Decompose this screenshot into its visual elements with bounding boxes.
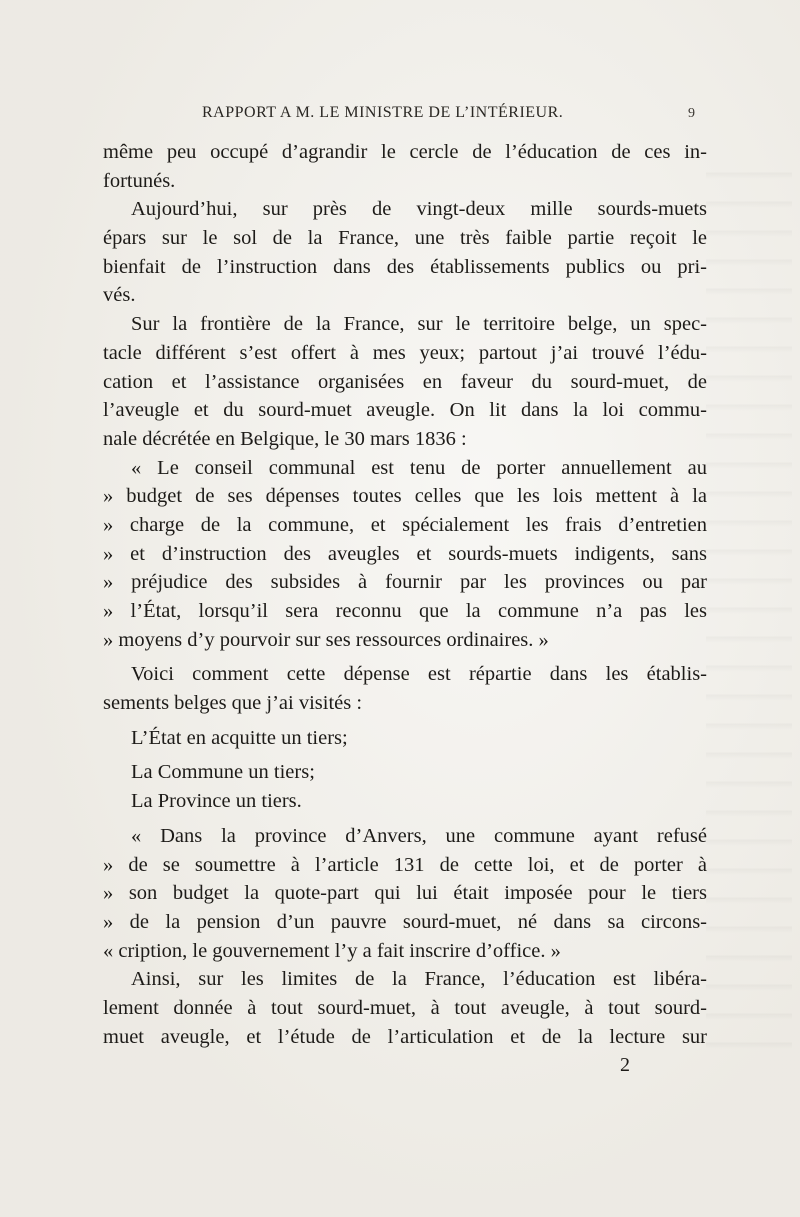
text-line: sements belges que j’ai visités : [103, 692, 363, 715]
text-line: muet aveugle, et l’étude de l’articulation et de la lecture sur [103, 1025, 707, 1048]
text-line: » charge de la commune, et spécialement les frais d’entretien [103, 513, 707, 536]
text-line: épars sur le sol de la France, une très faible partie reçoit le [103, 227, 707, 250]
text-line: Ainsi, sur les limites de la France, l’éducation est libéra- [131, 968, 707, 991]
text-line: » budget de ses dépenses toutes celles que les lois mettent à la [103, 485, 707, 508]
text-line: » moyens d’y pourvoir sur ses ressources ordinaires. » [103, 628, 549, 651]
page-header [110, 104, 695, 132]
running-head: RAPPORT A M. LE MINISTRE DE L’INTÉRIEUR. [202, 104, 564, 121]
text-line: » et d’instruction des aveugles et sourds-muets indigents, sans [103, 542, 707, 565]
text-line: tacle différent s’est offert à mes yeux; partout j’ai trouvé l’édu- [103, 341, 707, 364]
body-text [103, 138, 707, 1051]
bleed-through-shadow [706, 150, 792, 1050]
text-line: cation et l’assistance organisées en faveur du sourd-muet, de [103, 370, 707, 393]
text-line: l’aveugle et du sourd-muet aveugle. On lit dans la loi commu- [103, 399, 707, 422]
signature-mark: 2 [620, 1054, 630, 1076]
text-line: « Le conseil communal est tenu de porter annuellement au [131, 456, 707, 479]
text-line: La Commune un tiers; [131, 761, 315, 784]
text-line: La Province un tiers. [131, 790, 302, 813]
text-line: Sur la frontière de la France, sur le territoire belge, un spec- [131, 313, 707, 336]
text-line: » de se soumettre à l’article 131 de cette loi, et de porter à [103, 853, 707, 876]
text-line: lement donnée à tout sourd-muet, à tout aveugle, à tout sourd- [103, 996, 707, 1019]
text-line: Voici comment cette dépense est répartie dans les établis- [131, 663, 707, 686]
text-line: « Dans la province d’Anvers, une commune ayant refusé [131, 824, 707, 847]
text-line: » préjudice des subsides à fournir par les provinces ou par [103, 571, 707, 594]
text-line: vés. [103, 284, 136, 307]
page-number: 9 [688, 106, 695, 121]
text-line: » son budget la quote-part qui lui était imposée pour le tiers [103, 882, 707, 905]
text-line: même peu occupé d’agrandir le cercle de l’éducation de ces in- [103, 141, 707, 163]
text-line: bienfait de l’instruction dans des établissements publics ou pri- [103, 255, 707, 278]
text-line: L’État en acquitte un tiers; [131, 726, 348, 749]
text-line: nale décrétée en Belgique, le 30 mars 1836 : [103, 427, 467, 450]
text-line: Aujourd’hui, sur près de vingt-deux mille sourds-muets [131, 198, 707, 221]
text-line: » de la pension d’un pauvre sourd-muet, né dans sa circons- [103, 910, 707, 933]
text-line: » l’État, lorsqu’il sera reconnu que la commune n’a pas les [103, 600, 707, 622]
text-line: « cription, le gouvernement l’y a fait inscrire d’office. » [103, 939, 561, 962]
text-line: fortunés. [103, 169, 176, 192]
